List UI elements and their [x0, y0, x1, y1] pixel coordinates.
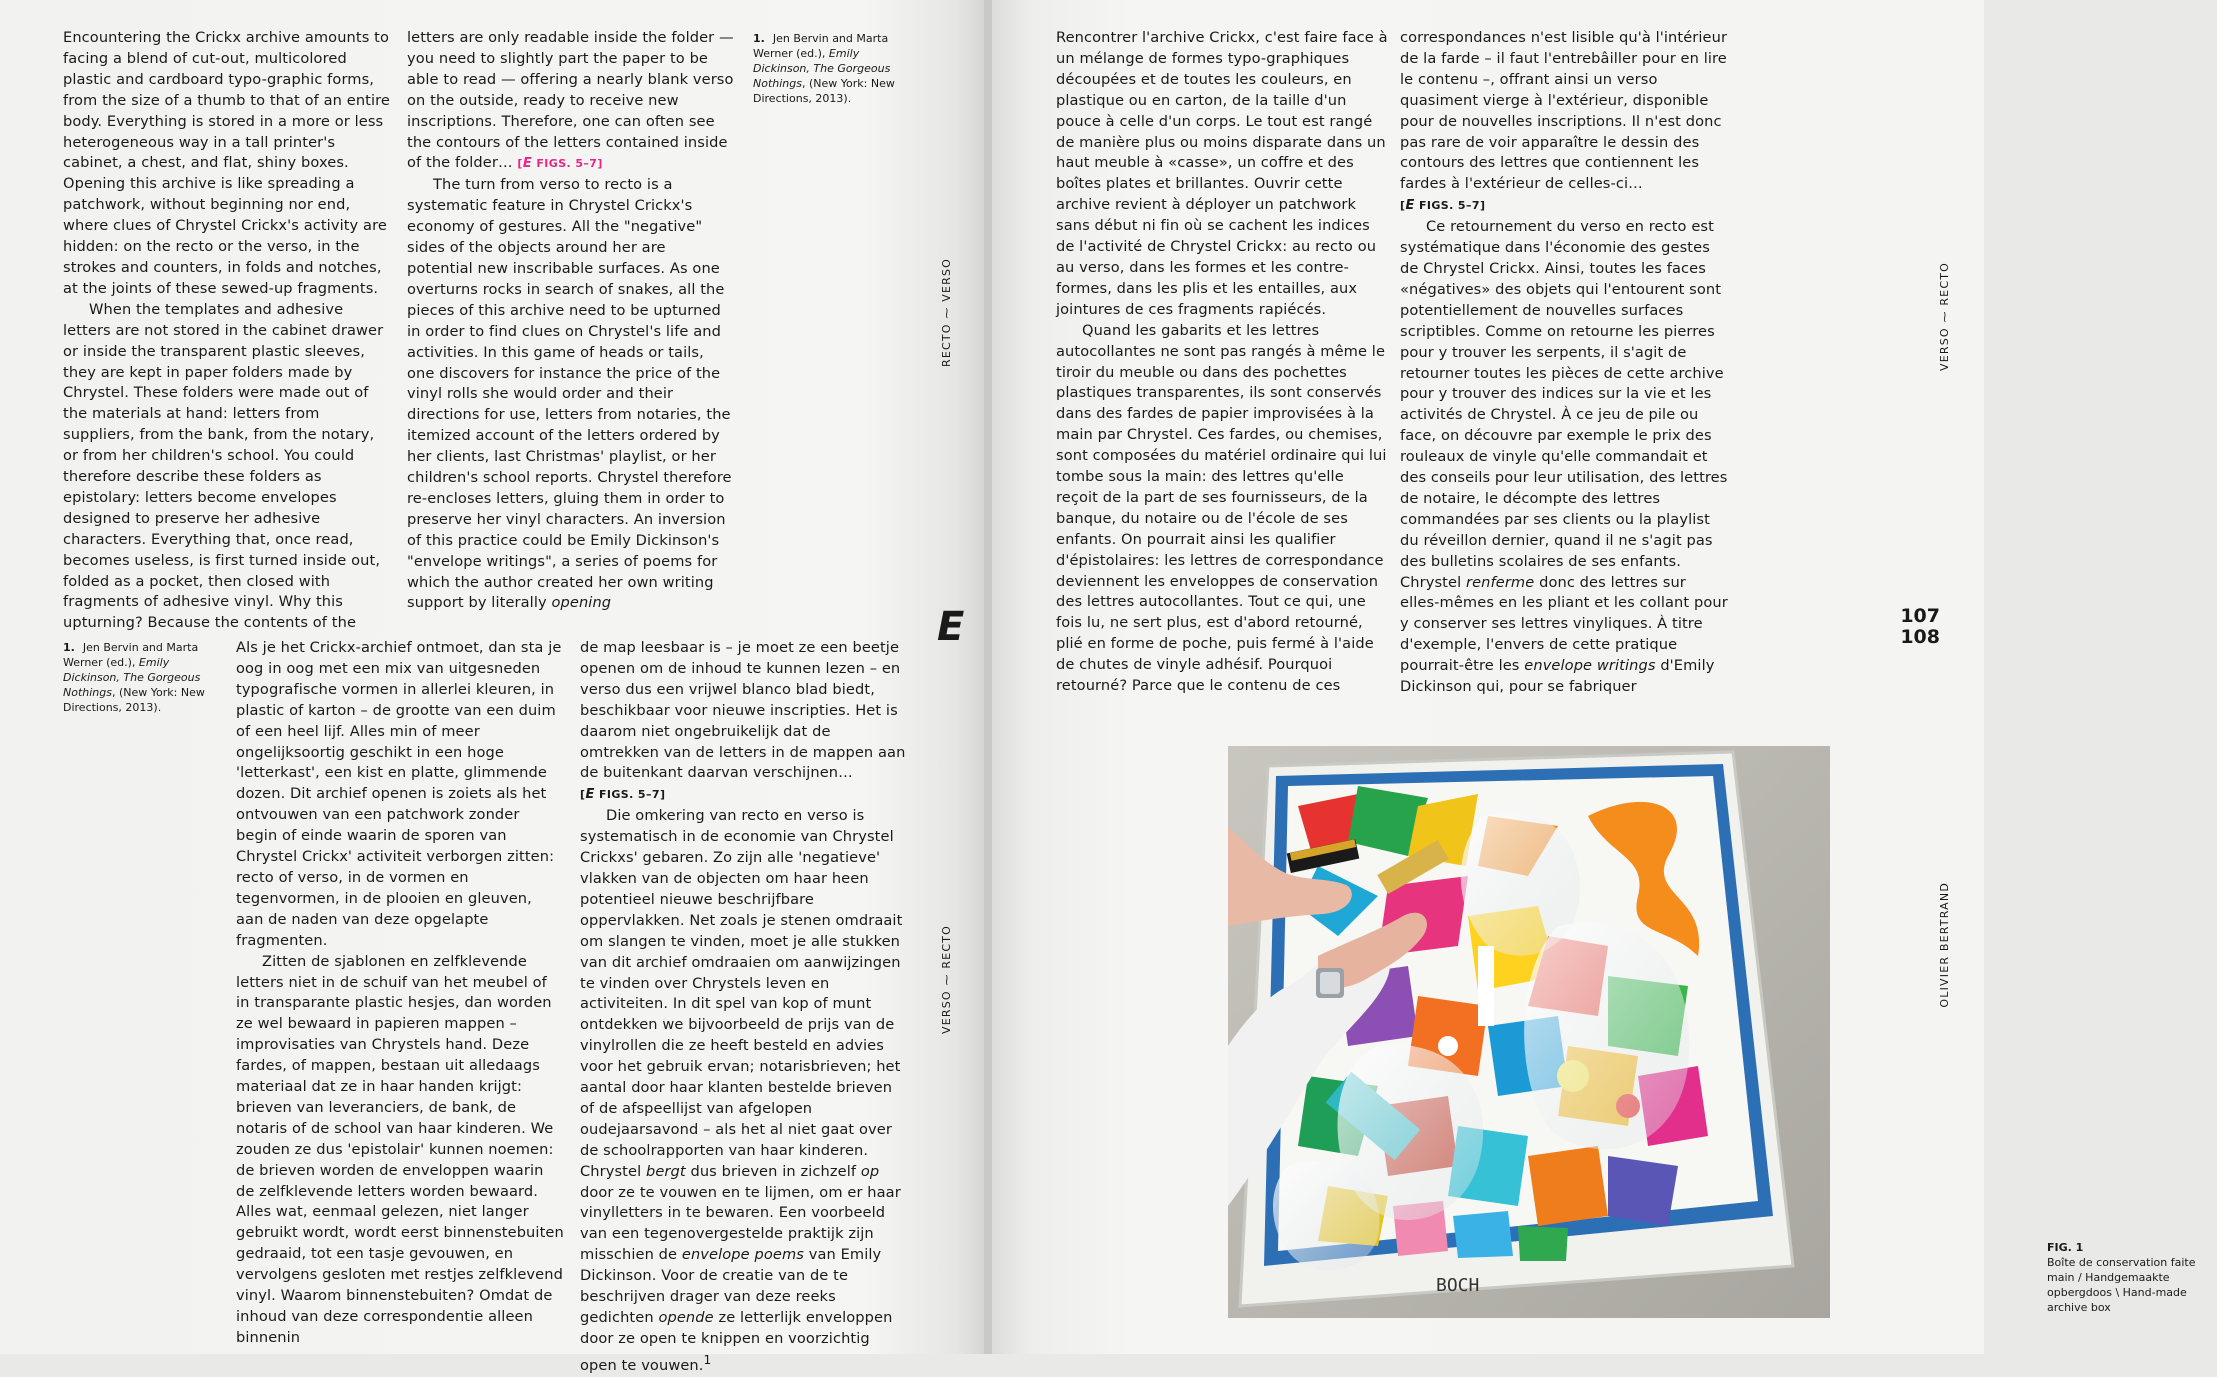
english-text: letters are only readable inside the folder — you need to slightly part the paper to be able to read — offering a nearly blank verso on the outside, ready to receive new inscriptions. Therefore, one can often see the contours of the letters contained inside of the folder… [407, 29, 734, 172]
footnote-number: 1. [753, 32, 765, 45]
section-label-recto-verso: RECTO ⁓ VERSO [940, 258, 953, 368]
section-mark-e: E [937, 604, 965, 650]
dutch-text: de map leesbaar is – je moet ze een beetje openen om de inhoud te kunnen lezen – en verso dus een vrijwel blanco blad biedt, beschikbaar voor nieuwe inscripties. Het is daarom niet ongebruikelijk dat de omtrekken van de letters in de mappen aan de buitenkant daarvan verschijnen… [580, 639, 906, 782]
english-column-1 [63, 28, 393, 634]
french-paragraph: Quand les gabarits et les lettres autocollantes ne sont pas rangés à même le tiroir du meuble ou dans des pochettes plastiques transparentes, ils sont conservés dans des fardes de papier improvisées à la main par Chrystel. Ces fardes, ou chemises, sont composées du matériel ordinaire qui lui tombe sous la main: des lettres qu'elle reçoit de la part de ses fournisseurs, de la banque, du notaire ou de l'école de ses enfants. On pourrait ainsi les qualifier d'épistolaires: les lettres de correspondance deviennent les enveloppes de conservation des lettres autocollantes. Tout ce qui, une fois lu, ne sert plus, est d'abord retourné, plié en forme de poche, puis fermé à l'aide de chutes de vinyle adhésif. Pourquoi retourné? Parce que le contenu de ces [1056, 321, 1387, 695]
footnote-title: Emily Dickinson, The Gorgeous Nothings [753, 47, 891, 90]
footnote-publisher: , (New York: New Directions, 2013). [63, 686, 205, 714]
dutch-emphasis: envelope poems [681, 1246, 804, 1264]
book-gutter [984, 0, 992, 1354]
french-text: donc des lettres sur elles-mêmes en les pliant et les collant pour y conserver ses lettres vinyliques. À titre d'exemple, l'envers de cette pratique pourrait-être les [1400, 573, 1728, 675]
english-emphasis: opening [551, 594, 612, 612]
french-text: Ce retournement du verso en recto est systématique dans l'économie des gestes de Chrystel Crickx. Ainsi, toutes les faces «négatives» des objets qui l'entourent sont potentiellement de nouvelles surfaces scriptibles. Comme on retourne les pierres pour y trouver les serpents, il s'agit de retourner toutes les pièces de cette archive pour y trouver des indices sur la vie et les activités de Chrystel. À ce jeu de pile ou face, on découvre par exemple le prix des rouleaux de vinyle qu'elle commandait et des conseils pour leur utilisation, des lettres de notaire, le décompte des lettres commandées par ses clients ou la playlist du réveillon dernier, quand il ne s'agit pas des bulletins scolaires de ses enfants. Chrystel [1400, 218, 1728, 591]
dutch-paragraph: Als je het Crickx-archief ontmoet, dan sta je oog in oog met een mix van uitgesneden typografische vormen in allerlei kleuren, in plastic of karton – de grootte van een duim of een heel lijf. Alles min of meer ongelijksoortig geschikt in een hoge 'letterkast', een kist en platte, glimmende dozen. Dit archief openen is zoiets als het ontvouwen van een patchwork zonder begin of einde waarin de sporen van Chrystel Crickx' activiteit verborgen zitten: recto of verso, in de vormen en tegenvormen, in de plooien en gleuven, aan de naden van deze opgelapte fragmenten. [236, 639, 562, 949]
dutch-text: ze letterlijk enveloppen door ze open te knippen en voorzichtig open te vouwen. [580, 1309, 893, 1374]
dutch-emphasis: opende [658, 1309, 714, 1326]
figure-reference-mark: E [585, 787, 595, 803]
dutch-column-1 [236, 638, 564, 1349]
left-page [0, 0, 984, 1374]
french-text: d'Emily Dickinson qui, pour se fabriquer [1400, 657, 1715, 696]
dutch-paragraph: Zitten de sjablonen en zelfklevende letters niet in de schuif van het meubel of in transparante plastic hesjes, dan worden ze wel bewaard in papieren mappen – improvisaties van Chrystels hand. Deze fardes, of mappen, bestaan uit alledaags materiaal dat ze in haar handen krijgt: brieven van leveranciers, de bank, de notaris of de school van haar kinderen. We zouden ze dus 'epistolair' kunnen noemen: de brieven worden de enveloppen waarin de zelfklevende letters worden bewaard. Alles wat, eenmaal gelezen, niet langer gebruikt wordt, wordt eerst binnenstebuiten gedraaid, tot een tasje gevouwen, en vervolgens gesloten met restjes zelfklevend vinyl. Waarom binnenstebuiten? Omdat de inhoud van deze correspondentie alleen binnenin [236, 952, 564, 1346]
footnote-authors: Jen Bervin and Marta Werner (ed.), [753, 32, 889, 60]
footnote-number: 1. [63, 641, 75, 654]
footnote-marker: 1 [703, 1352, 712, 1367]
french-paragraph [1400, 217, 1728, 698]
french-column-2 [1400, 28, 1728, 698]
figure-caption-text: Boîte de conservation faite main / Handgemaakte opbergdoos \ Hand-made archive box [2047, 1256, 2196, 1314]
dutch-text: Die omkering van recto en verso is systematisch in de economie van Chrystel Crickxs' gebaren. Zo zijn alle 'negatieve' vlakken van de objecten om haar heen potentieel nieuwe beschrijfbare oppervlakken. Net zoals je stenen omdraait om slangen te vinden, moet je alle stukken van dit archief omdraaien om aanwijzingen te vinden over Chrystels leven en activiteiten. In dit spel van kop of munt ontdekken we bijvoorbeeld de prijs van de vinylrollen die ze heeft besteld en advies voor het gebruik ervan; notarisbrieven; het aantal door haar klanten bestelde brieven of de afspeellijst van afgelopen oudejaarsavond – als het al niet gaat over de schoolrapporten van haar kinderen. Chrystel [580, 807, 903, 1180]
dutch-column-2 [580, 638, 910, 1377]
english-paragraph [407, 28, 735, 175]
french-emphasis: renferme [1465, 573, 1535, 591]
dutch-text: dus brieven in zichzelf [690, 1162, 857, 1180]
footnote-title: Emily Dickinson, The Gorgeous Nothings [63, 656, 201, 699]
figure-reference-text: FIGS. 5–7 [1418, 199, 1480, 213]
footnote-bottom [63, 640, 223, 715]
archive-box-photo [1228, 746, 1830, 1318]
footnote-authors: Jen Bervin and Marta Werner (ed.), [63, 641, 199, 669]
figure-reference-text: FIGS. 5–7 [598, 788, 660, 802]
french-paragraph [1400, 28, 1728, 217]
english-text: The turn from verso to recto is a systematic feature in Chrystel Crickx's economy of gestures. All the "negative" sides of the objects around her are potential new inscribable surfaces. As one overturns rocks in search of snakes, all the pieces of this archive need to be upturned in order to find clues on Chrystel's life and activities. In this game of heads or tails, one discovers for instance the price of the vinyl rolls she would order and their directions for use, letters from notaries, the itemized account of the letters ordered by her clients, last Christmas' playlist, or her children's school reports. Chrystel therefore re-encloses letters, gluing them in order to preserve her vinyl characters. An inversion of this practice could be Emily Dickinson's "envelope writings", a series of poems for which the author created her own writing support by literally [407, 176, 732, 612]
figure-label: FIG. 1 [2047, 1241, 2084, 1254]
dutch-emphasis: bergt [645, 1162, 686, 1180]
french-text: correspondances n'est lisible qu'à l'intérieur de la farde – il faut l'entrebâiller pour en lire le contenu –, offrant ainsi un verso quasiment vierge à l'extérieur, disponible pour de nouvelles inscriptions. Il n'est donc pas rare de voir apparaître le dessin des contours des lettres que contiennent les fardes à l'extérieur de celles-ci… [1400, 29, 1728, 193]
figure-reference-mark: E [1405, 198, 1415, 214]
section-label-verso-recto: VERSO ⁓ RECTO [940, 925, 953, 1035]
french-paragraph: Rencontrer l'archive Crickx, c'est faire face à un mélange de formes typo-graphiques découpées et de toutes les couleurs, en plastique ou en carton, de la taille d'un pouce à celle d'un corps. Le tout est rangé de manière plus ou moins disparate dans un haut meuble à «casse», un coffre et des boîtes plates et brillantes. Ouvrir cette archive revient à déployer un patchwork sans début ni fin où se cachent les indices de l'activité de Chrystel Crickx: au recto ou au verso, dans les formes et les contre-formes, dans les plis et les entailles, aux jointures de ces fragments rapiécés. [1056, 29, 1388, 318]
figure-reference-link[interactable]: [E FIGS. 5–7] [1400, 198, 1486, 214]
figure-reference-link[interactable]: [E FIGS. 5–7] [580, 787, 666, 803]
box-marking: BOCH [1436, 1275, 1480, 1296]
footnote-publisher: , (New York: New Directions, 2013). [753, 77, 895, 105]
figure-reference-mark: E [522, 156, 533, 172]
dutch-text: door ze te vouwen en te lijmen, om er haar vinylletters in te bewaren. Een voorbeeld van een tegenovergestelde praktijk zijn misschien de [580, 1183, 901, 1264]
page-number-left: 107 [1900, 605, 1940, 627]
author-name: OLIVIER BERTRAND [1938, 882, 1951, 1008]
dutch-paragraph [580, 638, 910, 806]
dutch-text: van Emily Dickinson. Voor de creatie van de te beschrijven drager van deze reeks gedichten [580, 1246, 882, 1326]
english-paragraph [407, 175, 735, 614]
page-number-right: 108 [1900, 626, 1940, 648]
english-paragraph: When the templates and adhesive letters are not stored in the cabinet drawer or inside the transparent plastic sleeves, they are kept in paper folders made by Chrystel. These folders were made out of the materials at hand: letters from suppliers, from the bank, from the notary, or from her children's school. You could therefore describe these folders as epistolary: letters become envelopes designed to preserve her adhesive characters. Everything that, once read, becomes useless, is first turned inside out, folded as a pocket, then closed with fragments of adhesive vinyl. Why this upturning? Because the contents of the [63, 300, 384, 632]
page-number [1880, 606, 1940, 648]
dutch-emphasis: op [860, 1162, 880, 1180]
dutch-paragraph [580, 806, 910, 1376]
figure-caption [2047, 1240, 2217, 1315]
figure-reference-link[interactable]: [E FIGS. 5–7] [517, 156, 603, 172]
footnote-top [753, 31, 913, 106]
photo-illustration [1228, 746, 1830, 1318]
english-column-2 [407, 28, 735, 614]
english-paragraph: Encountering the Crickx archive amounts to facing a blend of cut-out, multicolored plastic and cardboard typo-graphic forms, from the size of a thumb to that of an entire body. Everything is stored in a more or less heterogeneous way in a tall printer's cabinet, a chest, and flat, shiny boxes. Opening this archive is like spreading a patchwork, without beginning nor end, where clues of Chrystel Crickx's activity are hidden: on the recto or the verso, in the strokes and counters, in folds and notches, at the joints of these sewed-up fragments. [63, 29, 391, 297]
french-emphasis: envelope writings [1524, 657, 1656, 675]
section-label-verso-recto: VERSO ⁓ RECTO [1938, 262, 1951, 372]
figure-reference-text: FIGS. 5–7 [536, 157, 598, 171]
french-column-1 [1056, 28, 1388, 697]
